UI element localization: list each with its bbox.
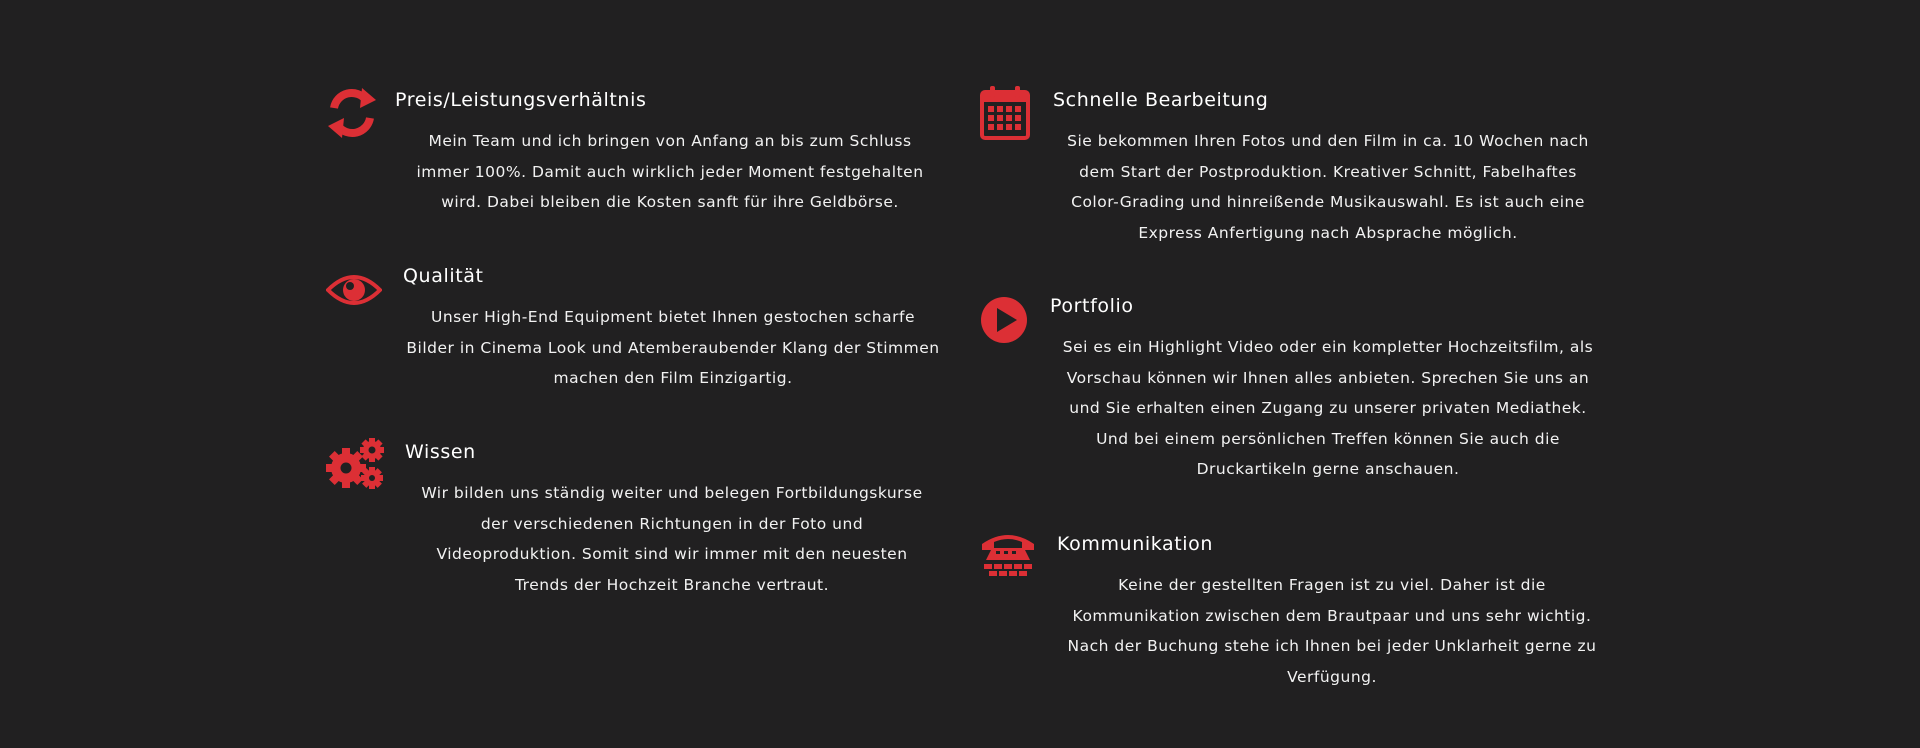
feature-title: Preis/Leistungsverhältnis	[395, 89, 647, 111]
feature-description: Keine der gestellten Fragen ist zu viel. Daher ist die Kommunikation zwischen dem Brautpaar und uns sehr wichtig. Nach der Buchung stehe ich Ihnen bei jeder Unklarheit gerne zu Verfügung.	[1067, 576, 1597, 686]
feature-qualitaet	[326, 262, 946, 402]
feature-schnelle-bearbeitung	[980, 86, 1600, 256]
feature-description: Mein Team und ich bringen von Anfang an bis zum Schluss immer 100%. Damit auch wirklich jeder Moment festgehalten wird. Dabei bleiben die Kosten sanft für ihre Geldbörse.	[416, 132, 924, 212]
feature-description: Wir bilden uns ständig weiter und belegen Fortbildungskurse der verschiedenen Richtungen in der Foto und Videoproduktion. Somit sind wir immer mit den neuesten Trends der Hochzeit Branche vertraut.	[421, 484, 923, 594]
feature-title: Kommunikation	[1057, 533, 1214, 555]
calendar-icon	[980, 86, 1040, 142]
play-circle-icon	[980, 296, 1040, 352]
feature-title: Schnelle Bearbeitung	[1053, 89, 1269, 111]
feature-title: Wissen	[405, 441, 476, 463]
feature-kommunikation	[980, 530, 1600, 686]
feature-description: Sie bekommen Ihren Fotos und den Film in ca. 10 Wochen nach dem Start der Postproduktion. Kreativer Schnitt, Fabelhaftes Color-Grading und hinreißende Musikauswahl. Es ist auch eine Express Anfertigung nach Absprache möglich.	[1067, 132, 1589, 242]
phone-icon	[980, 530, 1040, 586]
feature-title: Portfolio	[1050, 295, 1134, 317]
feature-description: Unser High-End Equipment bietet Ihnen gestochen scharfe Bilder in Cinema Look und Atemberaubender Klang der Stimmen machen den Film Einzigartig.	[406, 308, 940, 388]
feature-preis-leistung	[326, 86, 946, 226]
refresh-icon	[326, 86, 386, 142]
eye-icon	[326, 266, 386, 322]
feature-description: Sei es ein Highlight Video oder ein kompletter Hochzeitsfilm, als Vorschau können wir Ihnen alles anbieten. Sprechen Sie uns an und Sie erhalten einen Zugang zu unserer privaten Mediathek. Und bei einem persönlichen Treffen können Sie auch die Druckartikeln gerne anschauen.	[1062, 338, 1594, 479]
feature-wissen	[326, 438, 946, 608]
feature-title: Qualität	[403, 265, 484, 287]
gears-icon	[326, 438, 386, 494]
feature-portfolio	[980, 292, 1600, 492]
